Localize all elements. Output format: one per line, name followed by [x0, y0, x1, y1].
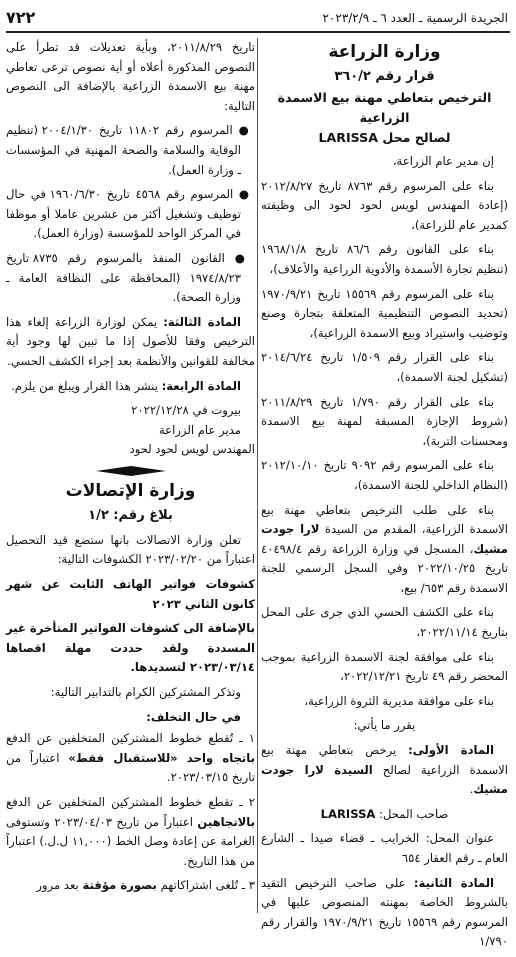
measure-1-text-b: باتجاه واحد «للاستقبال فقط» — [68, 750, 255, 765]
article-3 — [6, 313, 255, 372]
separator-ornament-icon — [96, 466, 166, 476]
measure-3-text-a: تُلغى اشتراكاتهم — [160, 878, 238, 893]
shop-owner-line — [261, 805, 508, 825]
preamble-director: إن مدير عام الزراعة، — [392, 154, 494, 168]
recital-law-86-6: بناء على القانون رقم ٨٦/٦ تاريخ ١٩٦٨/١/٨ (تنظيم تجارة الأسمدة والأدوية الزراعية والأعلاف)، — [261, 242, 508, 276]
recital-committee-approval: بناء على موافقة لجنة الاسمدة الزراعية بموجب المحضر رقم ٤٩ تاريخ ٢٠٢٢/١٢/٢١، — [261, 649, 508, 684]
measure-1-number: ١ ـ — [239, 731, 256, 746]
measure-1-text-a: تُقطع خطوط المشتركين المتخلفين عن الدفع — [6, 731, 234, 746]
bullet-law-8735-text: القانون المنفذ بالمرسوم رقم ٨٧٣٥ تاريخ ١٩٧٤/٨/٢٣ (المحافظة على النظافة العامة ـ وزارة الصحة). — [6, 250, 241, 305]
bullet-decree-4568: ● المرسوم رقم ٤٥٦٨ تاريخ ١٩٦٠/٦/٣٠ في حال توظيف وتشغيل أكثر من عشرين عاملا أو موظفا في المركز الواحد للمؤسسة (وزارة العمل). — [6, 187, 251, 241]
measure-3 — [6, 876, 255, 896]
recital-decree-8763: بناء على المرسوم رقم ٨٧٦٣ تاريخ ٢٠١٢/٨/٢٧ (إعادة المهندس لويس لحود لحود الى وظيفته كمدير عام للزراعة)، — [261, 178, 508, 232]
article-1 — [261, 741, 508, 800]
recital-decree-9092: بناء على المرسوم رقم ٩٠٩٢ تاريخ ٢٠١٢/١٠/١٠ (النظام الداخلي للجنة الاسمدة)، — [261, 458, 508, 492]
bullet-decree-11802: ● المرسوم رقم ١١٨٠٢ تاريخ ٢٠٠٤/١/٣٠ (تنظيم الوقاية والسلامة والصحة المهنية في المؤسسات ـ وزارة العمل). — [6, 123, 251, 177]
measure-1 — [6, 729, 255, 788]
request-text-a: بناء على طلب الترخيص بتعاطي مهنة بيع الاسمدة الزراعية، المقدم من السيدة — [261, 502, 509, 537]
page-header — [0, 0, 516, 32]
shop-owner-value: LARISSA — [320, 806, 376, 821]
right-column — [261, 38, 508, 957]
recital-decision-509: بناء على القرار رقم ١/٥٠٩ تاريخ ٢٠١٤/٦/٢٤ (تشكيل لجنة الاسمدة)، — [261, 350, 508, 384]
article-1-name: السيدة لارا جودت مشيك — [261, 762, 508, 797]
shop-owner-label: صاحب المحل: — [379, 806, 449, 821]
article-2 — [261, 874, 508, 952]
article-1-text-a: يرخص بتعاطي مهنة بيع الاسمدة الزراعية لصالح — [261, 743, 508, 777]
applicant-name: لارا جودت مشيك — [261, 522, 508, 556]
measure-1-text-c: اعتباراً من تاريخ ٢٠٢٣/٠٣/١٥. — [6, 750, 255, 785]
measure-3-text-c: بعد مرور — [36, 878, 79, 893]
signature-title: مدير عام الزراعة — [158, 422, 241, 437]
recital-license-request — [261, 501, 508, 599]
measure-2-text-b: بالاتجاهين — [197, 814, 256, 829]
signature-name: المهندس لويس لحود لحود — [129, 442, 255, 457]
measure-2-text-c: اعتباراً من تاريخ ٢٠٢٣/٠٤/٠٣ وتستوفى الغرامة عن إعادة وصل الخط (١١,٠٠٠ ل.ل.) اعتباراً من هذا التاريخ. — [6, 814, 255, 868]
section-separator — [6, 466, 255, 476]
left-column — [6, 38, 255, 901]
decision-title-line1: الترخيص بتعاطي مهنة بيع الاسمدة الزراعية — [277, 90, 492, 125]
continuation-paragraph: تاريخ ٢٠١١/٨/٢٩، وبأية تعديلات قد تطرأ على النصوص المذكورة أعلاه أو أية نصوص ترعى تعاطي مهنة بيع الاسمدة الزراعية بالإضافة الى النصوص التالية: — [6, 40, 255, 113]
notice-number: بلاغ رقم: ١/٢ — [88, 507, 173, 523]
article-3-label: المادة الثالثة: — [163, 314, 241, 329]
running-head: الجريدة الرسمية ـ العدد ٦ ـ ٢٠٢٣/٢/٩ — [322, 11, 508, 25]
recital-directorate-approval: بناء على موافقة مديرية الثروة الزراعية، — [304, 693, 494, 708]
bullet-law-8735: ● القانون المنفذ بالمرسوم رقم ٨٧٣٥ تاريخ ١٩٧٤/٨/٢٣ (المحافظة على النظافة العامة ـ وزارة الصحة). — [6, 250, 251, 305]
request-text-b: ، المسجل في وزارة الزراعة رقم ٤٠٤٩٨/٤ تاريخ ٢٠٢٢/١٠/٢٥ وفي السجل الرسمي للجنة الاسمدة رقم ٦٥٣/ بيع، — [261, 541, 508, 595]
measure-2-text-a: تقطع خطوط المشتركين المتخلفين عن الدفع — [6, 795, 234, 809]
place-date: بيروت في ٢٠٢٢/١٢/٢٨ — [131, 403, 241, 418]
measure-3-text-b: بصورة مؤقتة — [82, 878, 157, 893]
notice-item-overdue-bills: بالإضافة الى كشوفات الفواتير المتأخرة غير المسددة ولقد حددت مهلة اقصاها ٢٠٢٣/٠٣/١٤ لتسديدها. — [6, 621, 255, 675]
notice-item-january-bills: كشوفات فواتير الهاتف الثابت عن شهر كانون الثاني ٢٠٢٣ — [6, 577, 255, 611]
default-case-heading: في حال التخلف: — [146, 709, 241, 724]
notice-intro: تعلن وزارة الاتصالات بانها ستضع قيد التحصيل اعتباراً من ٢٠٢٣/٠٢/٢٠ الكشوفات التالية: — [6, 532, 255, 567]
decides-line: يقرر ما يأتي: — [353, 718, 416, 733]
bullet-decree-11802-text: المرسوم رقم ١١٨٠٢ تاريخ ٢٠٠٤/١/٣٠ (تنظيم الوقاية والسلامة والصحة المهنية في المؤسسات ـ وزارة العمل). — [6, 123, 241, 177]
article-4-label: المادة الرابعة: — [161, 378, 241, 393]
article-1-label: المادة الأولى: — [408, 743, 494, 758]
measure-3-number: ٣ ـ — [241, 878, 255, 893]
article-1-text-b: . — [469, 782, 474, 797]
column-divider — [257, 38, 258, 913]
decision-number: قرار رقم ٣٦٠/٢ — [334, 69, 435, 84]
shop-address: عنوان المحل: الخرايب ـ قضاء صيدا ـ الشارع العام ـ رقم العقار ٦٥٤ — [261, 831, 508, 865]
recital-decision-790: بناء على القرار رقم ١/٧٩٠ تاريخ ٢٠١١/٨/٢٩ (شروط الإجازة المسبقة لمهنة بيع الاسمدة ومحسنات التربة)، — [261, 394, 508, 448]
recital-inspection: بناء على الكشف الحسي الذي جرى على المحل بتاريخ ٢٠٢٢/١١/١٤، — [261, 605, 508, 640]
bullet-decree-4568-text: المرسوم رقم ٤٥٦٨ تاريخ ١٩٦٠/٦/٣٠ في حال توظيف وتشغيل أكثر من عشرين عاملا أو موظفا في المركز الواحد للمؤسسة (وزارة العمل). — [6, 187, 241, 241]
page-number: ٧٢٢ — [6, 8, 36, 27]
notice-reminder: وتذكر المشتركين الكرام بالتدابير التالية: — [50, 685, 241, 700]
article-3-text: يمكن لوزارة الزراعة إلغاء هذا الترخيص وفقا للأصول إذا ما تبين لها وجود أية مخالفة للقوانين والأنظمة بعد إجراء الكشف الحسي. — [6, 314, 255, 368]
measure-2 — [6, 793, 255, 871]
header-rule — [6, 31, 510, 33]
ministry-heading-agriculture: وزارة الزراعة — [328, 42, 441, 62]
recital-decree-15569: بناء على المرسوم رقم ١٥٥٦٩ تاريخ ١٩٧٠/٩/٢١ (تحديد النصوص التنظيمية المتعلقة بتجارة وصنع وتوضيب واستيراد وبيع الاسمدة الزراعية)، — [261, 286, 508, 340]
measure-2-number: ٢ ـ — [239, 795, 256, 809]
decision-title-line2: لصالح محل LARISSA — [318, 130, 451, 145]
article-2-label: المادة الثانية: — [413, 875, 495, 890]
article-4-text: ينشر هذا القرار ويبلغ من يلزم. — [11, 378, 158, 393]
article-4 — [6, 377, 255, 397]
article-2-text: على صاحب الترخيص التقيد بالشروط الخاصة بمهنته المنصوص عليها في المرسوم رقم ١٥٥٦٩ تاريخ ١٩٧٠/٩/٢١ والقرار رقم ١/٧٩٠ — [261, 875, 508, 949]
ministry-heading-telecom: وزارة الإتصالات — [65, 480, 196, 501]
